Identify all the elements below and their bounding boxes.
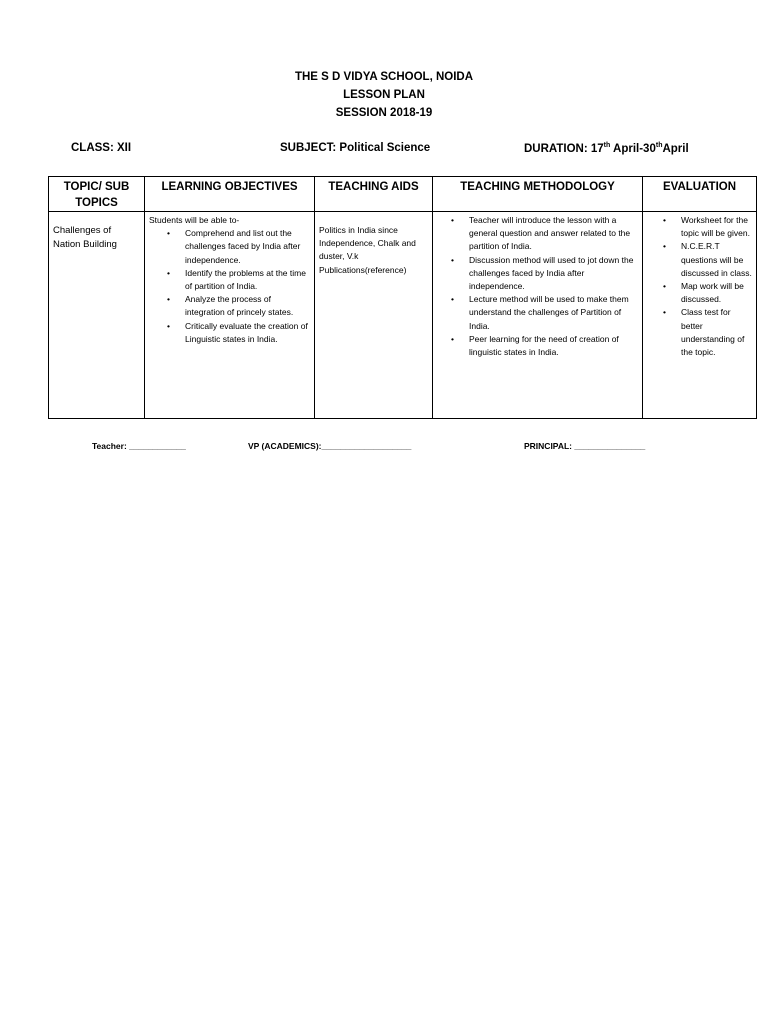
- methodology-list: [437, 214, 638, 359]
- class-label: CLASS: XII: [71, 142, 132, 154]
- evaluation-item: • Class test for better understanding of the topic.: [681, 306, 752, 359]
- table-row: [49, 212, 757, 419]
- evaluation-cell: [643, 212, 757, 419]
- document-title: LESSON PLAN: [343, 89, 425, 101]
- aids-cell: Politics in India since Independence, Chalk and duster, V.k Publications(reference): [315, 212, 433, 419]
- objective-item: • Critically evaluate the creation of Linguistic states in India.: [185, 320, 310, 346]
- vp-signature: VP (ACADEMICS):___________________: [248, 441, 412, 451]
- principal-signature: PRINCIPAL: _______________: [524, 441, 646, 451]
- topic-cell: Challenges of Nation Building: [49, 212, 145, 419]
- header-topic: TOPIC/ SUB TOPICS: [49, 177, 145, 212]
- objective-item: • Comprehend and list out the challenges faced by India after independence.: [185, 227, 310, 267]
- table-header-row: [49, 177, 757, 212]
- methodology-item: • Teacher will introduce the lesson with a general question and answer related to the partition of India.: [469, 214, 638, 254]
- subject-label: SUBJECT: Political Science: [280, 142, 431, 154]
- evaluation-item: • N.C.E.R.T questions will be discussed in class.: [681, 240, 752, 280]
- methodology-item: • Discussion method will used to jot down the challenges faced by India after independence.: [469, 254, 638, 294]
- objectives-list: [149, 227, 310, 346]
- objective-item: • Analyze the process of integration of princely states.: [185, 293, 310, 319]
- evaluation-list: [647, 214, 752, 359]
- header-methodology: TEACHING METHODOLOGY: [433, 177, 643, 212]
- methodology-item: • Peer learning for the need of creation of linguistic states in India.: [469, 333, 638, 359]
- objectives-cell: [145, 212, 315, 419]
- evaluation-item: • Map work will be discussed.: [681, 280, 752, 306]
- header-objectives: LEARNING OBJECTIVES: [145, 177, 315, 212]
- objective-item: • Identify the problems at the time of partition of India.: [185, 267, 310, 293]
- lesson-plan-table: [48, 176, 757, 419]
- header-aids: TEACHING AIDS: [315, 177, 433, 212]
- header-evaluation: EVALUATION: [643, 177, 757, 212]
- duration-label: DURATION: 17th April-30thApril: [524, 142, 689, 155]
- methodology-item: • Lecture method will be used to make them understand the challenges of Partition of India.: [469, 293, 638, 333]
- teacher-signature: Teacher: ____________: [92, 441, 186, 451]
- objectives-intro: Students will be able to-: [149, 215, 240, 225]
- session-label: SESSION 2018-19: [335, 107, 433, 119]
- school-name: THE S D VIDYA SCHOOL, NOIDA: [294, 71, 474, 83]
- evaluation-item: • Worksheet for the topic will be given.: [681, 214, 752, 240]
- methodology-cell: [433, 212, 643, 419]
